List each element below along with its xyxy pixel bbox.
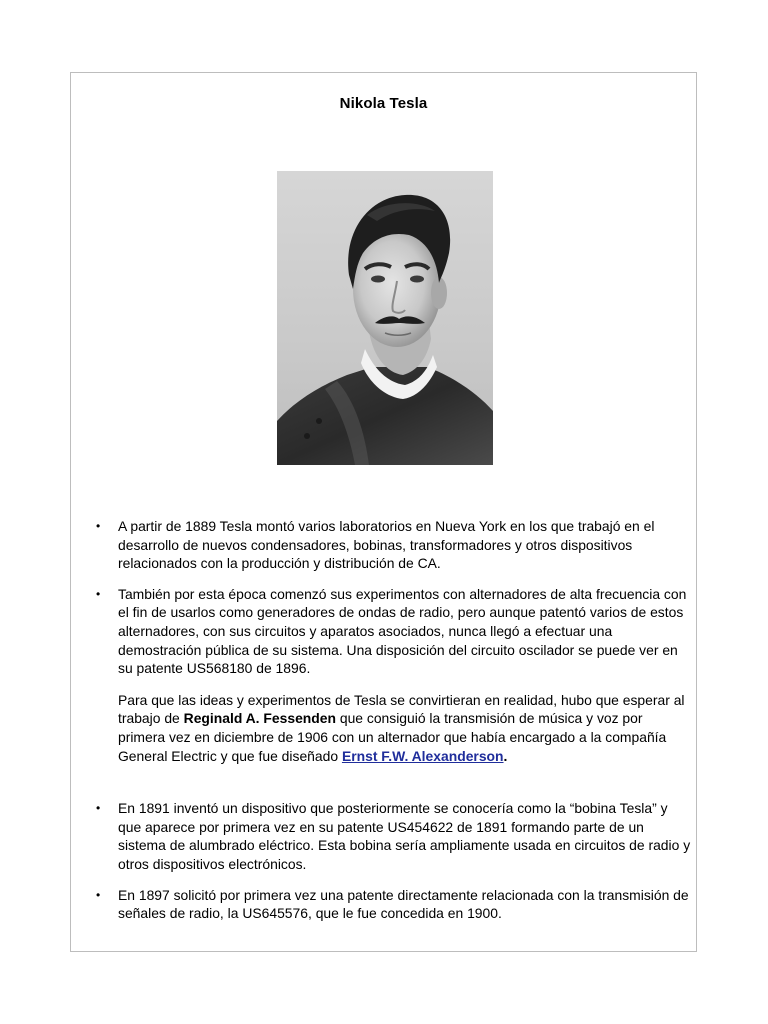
list-item [91,517,691,573]
fessenden-paragraph [91,691,691,765]
bullet-icon: • [96,586,101,601]
paragraph-text: que consiguió la transmisión de música y voz por primera vez en diciembre de 1906 con un alternador que había encargado a la compañía General Electric y que fue diseñado [118,710,667,764]
list-item-text: A partir de 1889 Tesla montó varios laboratorios en Nueva York en los que trabajó en el desarrollo de nuevos condensadores, bobinas, transformadores y otros dispositivos relacionados con la producción y distribución de CA. [118,518,655,572]
fessenden-name: Reginald A. Fessenden [183,710,336,727]
bullet-list-top [91,517,691,678]
list-item-text: También por esta época comenzó sus experimentos con alternadores de alta frecuencia con el fin de usarlos como generadores de ondas de radio, pero aunque patentó varios de estos alternadores, con sus circuitos y aparatos asociados, nunca llegó a efectuar una demostración pública de su sistema. Una disposición del circuito oscilador se puede ver en su patente US568180 de 1896. [118,585,687,677]
bullet-list-bottom [91,799,691,923]
bullet-icon: • [96,801,101,816]
alexanderson-link[interactable]: Ernst F.W. Alexanderson [341,747,504,764]
paragraph-end: . [503,747,508,764]
list-item [91,886,691,923]
document-body [91,517,691,923]
bullet-icon: • [96,887,101,902]
document-title: Nikola Tesla [339,95,428,112]
paragraph-text: Para que las ideas y experimentos de Tesla se convirtieran en realidad, hubo que esperar al trabajo de [118,691,685,727]
list-item-text: En 1891 inventó un dispositivo que posteriormente se conocería como la “bobina Tesla” y que aparece por primera vez en su patente US454622 de 1891 formando parte de un sistema de alumbrado eléctrico. Esta bobina sería ampliamente usada en circuitos de radio y otros dispositivos electrónicos. [118,800,691,872]
bullet-icon: • [96,519,101,533]
document-page [70,72,697,952]
list-item [91,799,691,873]
list-item-text: En 1897 solicitó por primera vez una patente directamente relacionada con la transmisión de señales de radio, la US645576, que le fue concedida en 1900. [118,886,689,922]
spacer [91,765,691,799]
list-item [91,585,691,678]
portrait-photo [277,171,493,465]
